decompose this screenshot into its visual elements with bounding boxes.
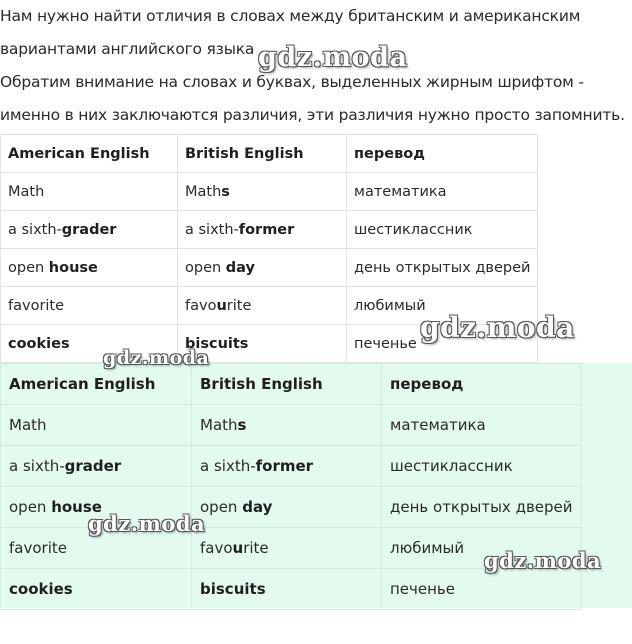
watermark: gdz.moda [103, 347, 210, 369]
cell-american: cookies [1, 569, 192, 610]
cell-translation: математика [347, 173, 538, 211]
comparison-table [0, 134, 538, 363]
table-row [1, 405, 582, 446]
cell-translation: любимый [382, 528, 582, 569]
cell-translation: шестиклассник [347, 211, 538, 249]
intro-paragraph-2 [0, 66, 632, 132]
intro-line-1: Нам нужно найти отличия в словах между британским и американским [0, 7, 581, 25]
cell-british: a sixth-former [178, 211, 347, 249]
cell-british: biscuits [178, 325, 347, 363]
cell-american: open house [1, 487, 192, 528]
watermark: gdz.moda [420, 311, 575, 344]
cell-american: favorite [1, 528, 192, 569]
cell-american: open house [1, 249, 178, 287]
cell-american: a sixth-grader [1, 211, 178, 249]
table-row [1, 325, 538, 363]
table-row [1, 528, 582, 569]
intro-line-4: именно в них заключаются различия, эти различия нужно просто запомнить. [0, 106, 625, 124]
intro-text [0, 0, 632, 132]
header-british: British English [178, 135, 347, 173]
header-british: British English [192, 364, 382, 405]
cell-british: favourite [192, 528, 382, 569]
cell-translation: день открытых дверей [382, 487, 582, 528]
intro-paragraph-1 [0, 0, 632, 66]
cell-british: a sixth-former [192, 446, 382, 487]
intro-line-3: Обратим внимание на словах и буквах, выделенных жирным шрифтом - [0, 73, 584, 91]
comparison-table-highlighted [0, 363, 582, 610]
table-row [1, 211, 538, 249]
cell-british: Maths [178, 173, 347, 211]
cell-british: favourite [178, 287, 347, 325]
cell-british: biscuits [192, 569, 382, 610]
cell-american: cookies [1, 325, 178, 363]
table-row [1, 287, 538, 325]
cell-american: a sixth-grader [1, 446, 192, 487]
table-row [1, 173, 538, 211]
header-translation: перевод [382, 364, 582, 405]
header-american: American English [1, 364, 192, 405]
table-header-row [1, 135, 538, 173]
header-american: American English [1, 135, 178, 173]
cell-translation: печенье [347, 325, 538, 363]
table-row [1, 569, 582, 610]
cell-translation: день открытых дверей [347, 249, 538, 287]
cell-translation: печенье [382, 569, 582, 610]
cell-american: Math [1, 405, 192, 446]
watermark: gdz.moda [258, 42, 408, 73]
table-row [1, 487, 582, 528]
header-translation: перевод [347, 135, 538, 173]
cell-translation: шестиклассник [382, 446, 582, 487]
watermark: gdz.moda [88, 511, 206, 536]
intro-line-2: вариантами английского языка [0, 40, 255, 58]
watermark: gdz.moda [484, 548, 602, 573]
cell-british: open day [192, 487, 382, 528]
table-header-row [1, 364, 582, 405]
table-row [1, 249, 538, 287]
cell-american: favorite [1, 287, 178, 325]
cell-british: Maths [192, 405, 382, 446]
table-row [1, 446, 582, 487]
cell-translation: любимый [347, 287, 538, 325]
cell-american: Math [1, 173, 178, 211]
cell-translation: математика [382, 405, 582, 446]
cell-british: open day [178, 249, 347, 287]
